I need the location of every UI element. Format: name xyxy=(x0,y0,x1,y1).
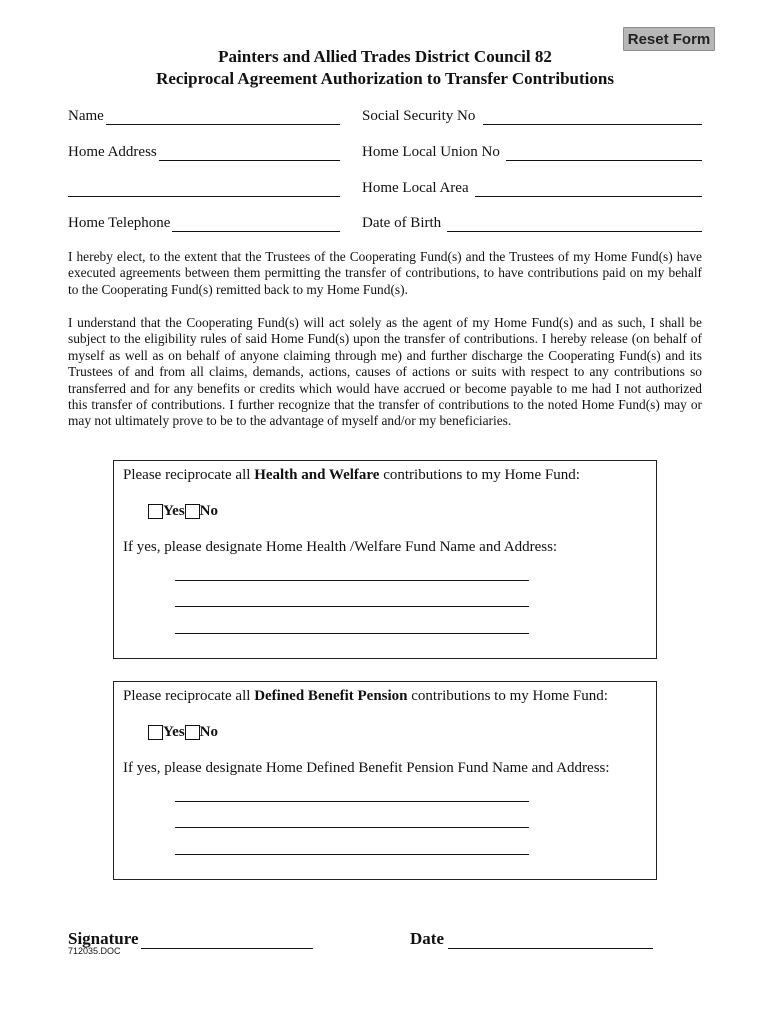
home-local-union-input[interactable] xyxy=(506,144,702,161)
health-fund-line-1[interactable] xyxy=(175,580,529,581)
health-fund-line-2[interactable] xyxy=(175,606,529,607)
date-of-birth-label: Date of Birth xyxy=(362,215,442,231)
home-address-label: Home Address xyxy=(68,144,157,160)
home-local-union-row xyxy=(362,141,702,161)
date-label: Date xyxy=(410,929,444,948)
health-q-prefix: Please reciprocate all xyxy=(123,467,255,483)
pension-q-bold: Defined Benefit Pension xyxy=(254,688,408,704)
form-title: Painters and Allied Trades District Council 82 xyxy=(218,47,552,66)
health-welfare-section xyxy=(113,460,657,659)
ssn-input[interactable] xyxy=(483,108,702,125)
signature-label: Signature xyxy=(68,929,139,948)
home-local-union-label: Home Local Union No xyxy=(362,144,500,160)
document-number: 712035.DOC xyxy=(68,946,121,956)
pension-no-label: No xyxy=(199,724,219,740)
pension-fund-line-1[interactable] xyxy=(175,801,529,802)
pension-yes-checkbox[interactable] xyxy=(148,725,163,740)
date-row xyxy=(410,929,653,949)
home-address-input[interactable] xyxy=(159,144,340,161)
health-no-checkbox[interactable] xyxy=(185,504,200,519)
date-of-birth-row xyxy=(362,212,702,232)
health-q-bold: Health and Welfare xyxy=(254,467,380,483)
pension-yes-label: Yes xyxy=(163,724,185,740)
home-local-area-row xyxy=(362,177,702,197)
health-welfare-question xyxy=(123,467,580,484)
health-yes-label: Yes xyxy=(163,503,185,519)
home-address-line2-input[interactable] xyxy=(68,180,340,197)
home-address-row xyxy=(68,141,340,161)
health-q-suffix: contributions to my Home Fund: xyxy=(379,467,580,483)
health-no-label: No xyxy=(199,503,219,519)
home-telephone-label: Home Telephone xyxy=(68,215,171,231)
pension-yes-no xyxy=(148,724,218,741)
pension-fund-line-3[interactable] xyxy=(175,854,529,855)
date-input[interactable] xyxy=(448,932,653,949)
name-input[interactable] xyxy=(106,108,340,125)
pension-fund-line-2[interactable] xyxy=(175,827,529,828)
release-paragraph: I understand that the Cooperating Fund(s) will act solely as the agent of my Home Fund(s) and as such, I shall be subject to the eligibility rules of said Home Fund(s) upon the transfer of contributions. I hereby release (on behalf of myself as well as on behalf of anyone claiming through me) and further discharge the Cooperating Fund(s) and its Trustees of and from all claims, demands, actions, causes of actions or suits with respect to any contributions so transferred and for any benefits or credits which would have accrued or become payable to me had I not authorized this transfer of contributions. I further recognize that the transfer of contributions to the noted Home Fund(s) may or may not ultimately prove to be to the advantage of myself and/or my beneficiaries. xyxy=(68,315,702,429)
home-telephone-input[interactable] xyxy=(172,215,340,232)
health-yes-no xyxy=(148,503,218,520)
pension-q-suffix: contributions to my Home Fund: xyxy=(407,688,608,704)
pension-designate-label: If yes, please designate Home Defined Benefit Pension Fund Name and Address: xyxy=(123,760,610,776)
pension-no-checkbox[interactable] xyxy=(185,725,200,740)
home-address-line2-row xyxy=(68,177,340,197)
pension-q-prefix: Please reciprocate all xyxy=(123,688,255,704)
pension-section xyxy=(113,681,657,880)
health-yes-checkbox[interactable] xyxy=(148,504,163,519)
election-paragraph: I hereby elect, to the extent that the Trustees of the Cooperating Fund(s) and the Trustees of my Home Fund(s) have executed agreements between them permitting the transfer of contributions, to have contributions paid on my behalf to the Cooperating Fund(s) remitted back to my Home Fund(s). xyxy=(68,249,702,297)
ssn-label: Social Security No xyxy=(362,108,476,124)
ssn-field-row xyxy=(362,105,702,125)
home-telephone-row xyxy=(68,212,340,232)
home-local-area-input[interactable] xyxy=(475,180,702,197)
form-subtitle: Reciprocal Agreement Authorization to Transfer Contributions xyxy=(156,69,614,88)
reset-form-button[interactable]: Reset Form xyxy=(623,27,715,51)
name-label: Name xyxy=(68,108,104,124)
health-designate-label: If yes, please designate Home Health /Welfare Fund Name and Address: xyxy=(123,539,558,555)
name-field-row xyxy=(68,105,340,125)
pension-question xyxy=(123,688,608,705)
health-fund-line-3[interactable] xyxy=(175,633,529,634)
signature-input[interactable] xyxy=(141,932,313,949)
date-of-birth-input[interactable] xyxy=(447,215,702,232)
home-local-area-label: Home Local Area xyxy=(362,180,469,196)
